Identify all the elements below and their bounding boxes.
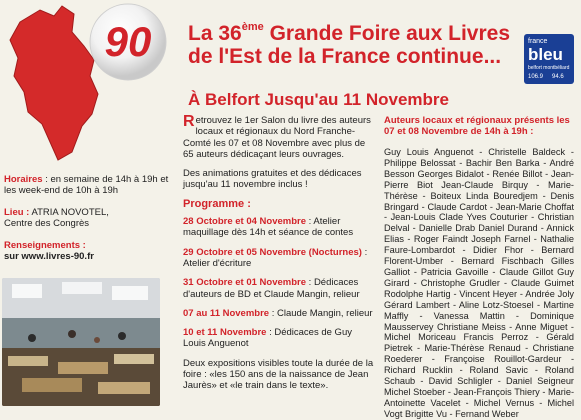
horaires-label: Horaires [4,174,43,185]
lieu-value-line2: Centre des Congrès [4,218,90,229]
logo-top: france [528,38,548,45]
title-line1-post: Grande Foire aux Livres [263,22,510,45]
title-line2: de l'Est de la France continue... [188,45,502,68]
territoire-de-belfort-map [2,2,177,167]
logo-sub: belfort montbéliard [528,65,570,71]
title-line1-pre: La 36 [188,22,242,45]
logo-freq1: 106.9 [528,74,544,80]
programme-heading: Programme : [183,197,251,210]
crowd-photo-icon [2,278,160,406]
renseignements-block [4,240,176,262]
page-title [188,22,518,68]
programme-item: 31 Octobre et 01 Novembre : Dédicaces d'auteurs de BD et Claude Mangin, relieur [183,277,360,300]
lieu-block [4,207,176,229]
map-icon [2,2,177,167]
website-link[interactable]: sur www.livres-90.fr [4,251,94,262]
closing-paragraph: Deux expositions visibles toute la durée de la foire : «les 150 ans de la naissance de Jean Jaurès» et «le train dans le texte». [183,357,374,392]
logo-main: bleu [528,45,563,64]
authors-column [384,115,574,420]
programme-item: 07 au 11 Novembre : Claude Mangin, relieur [183,307,373,319]
programme-item: 28 Octobre et 04 Novembre : Atelier maquillage dès 14h et séance de contes [183,216,354,239]
title-sup: ème [241,21,264,33]
page-subtitle: À Belfort Jusqu'au 11 Novembre [188,90,450,109]
horaires-block [4,174,176,196]
badge-number: 90 [104,18,152,65]
intro-paragraph [183,115,375,160]
drop-cap: R [183,113,195,130]
logo-freq2: 94.6 [552,74,564,80]
lieu-label: Lieu : [4,207,30,218]
intro-paragraph-2: Des animations gratuites et des dédicaces jusqu'au 11 novembre inclus ! [183,168,362,191]
france-bleu-logo [524,34,574,84]
programme-item: 10 et 11 Novembre : Dédicaces de Guy Louis Anguenot [183,327,352,350]
authors-list: Guy Louis Anguenot - Christelle Baldeck - Philippe Belossat - Bachir Ben Barka - André Besson Georges Bidalot - Renée Billot - Jean-Pierre Biot Jean-Claude Birquy - Marie-Thérèse - Boiteux Linda Bouredjem - Denis Bringard - Claude Cardot - Jean-Marie Choffat - Jean-Louis Clade Yves Couturier - Christian Delval - Danielle Drab Daniel Durand - Annick Elias - Roger Faindt Joseph Farnel - Nathalie Faure-Lombardot - Didier Fhor - Bernard Florent-Umber - Bernard Fischbach Gilles Galliot - Patricia Gavoille - Claude Gillot Guy Girard - Christophe Grudler - Claude Guimet Rodolphe Hartig - Vincent Heyer - Andrée Joly Gérard Lambert - Aline Lotz-Stoesel - Martine Maffly - Vanessa Mattin - Dominique Mausservey Christiane Meiss - Anne Miguet - Michel Moriceau Francis Perroz - Gérald Pietrek - Marie-Thérèse Renaud - Christiane Roederer - Françoise Rouillot-Gardeur - Richard Rucklin - Roland Savic - Roland Schaub - David Schligler - Daniel Seigneur Michel Stoeber - Jean-François Thiery - Marie-Antoinette Vacelet - Michel Vernus - Michel Vogt Brigitte Vu - Fernand Weber [384,147,574,419]
programme-column [183,115,375,400]
horaires-value: : en semaine de 14h à 19h et les week-end de 10h à 19h [4,174,169,196]
sidebar [0,0,180,410]
programme-item: 29 Octobre et 05 Novembre (Nocturnes) : Atelier d'écriture [183,246,368,269]
authors-heading: Auteurs locaux et régionaux présents les 07 et 08 Novembre de 14h à 19h : [384,115,570,137]
renseignements-label: Renseignements : [4,240,86,251]
book-fair-photo [2,278,160,406]
lieu-value-line1: ATRIA NOVOTEL, [29,207,109,218]
intro-text: etrouvez le 1er Salon du livre des auteurs locaux et régionaux du Nord Franche-Comté les 07 et 08 Novembre avec plus de 65 auteurs dédicaçant leurs ouvrages. [183,115,371,160]
